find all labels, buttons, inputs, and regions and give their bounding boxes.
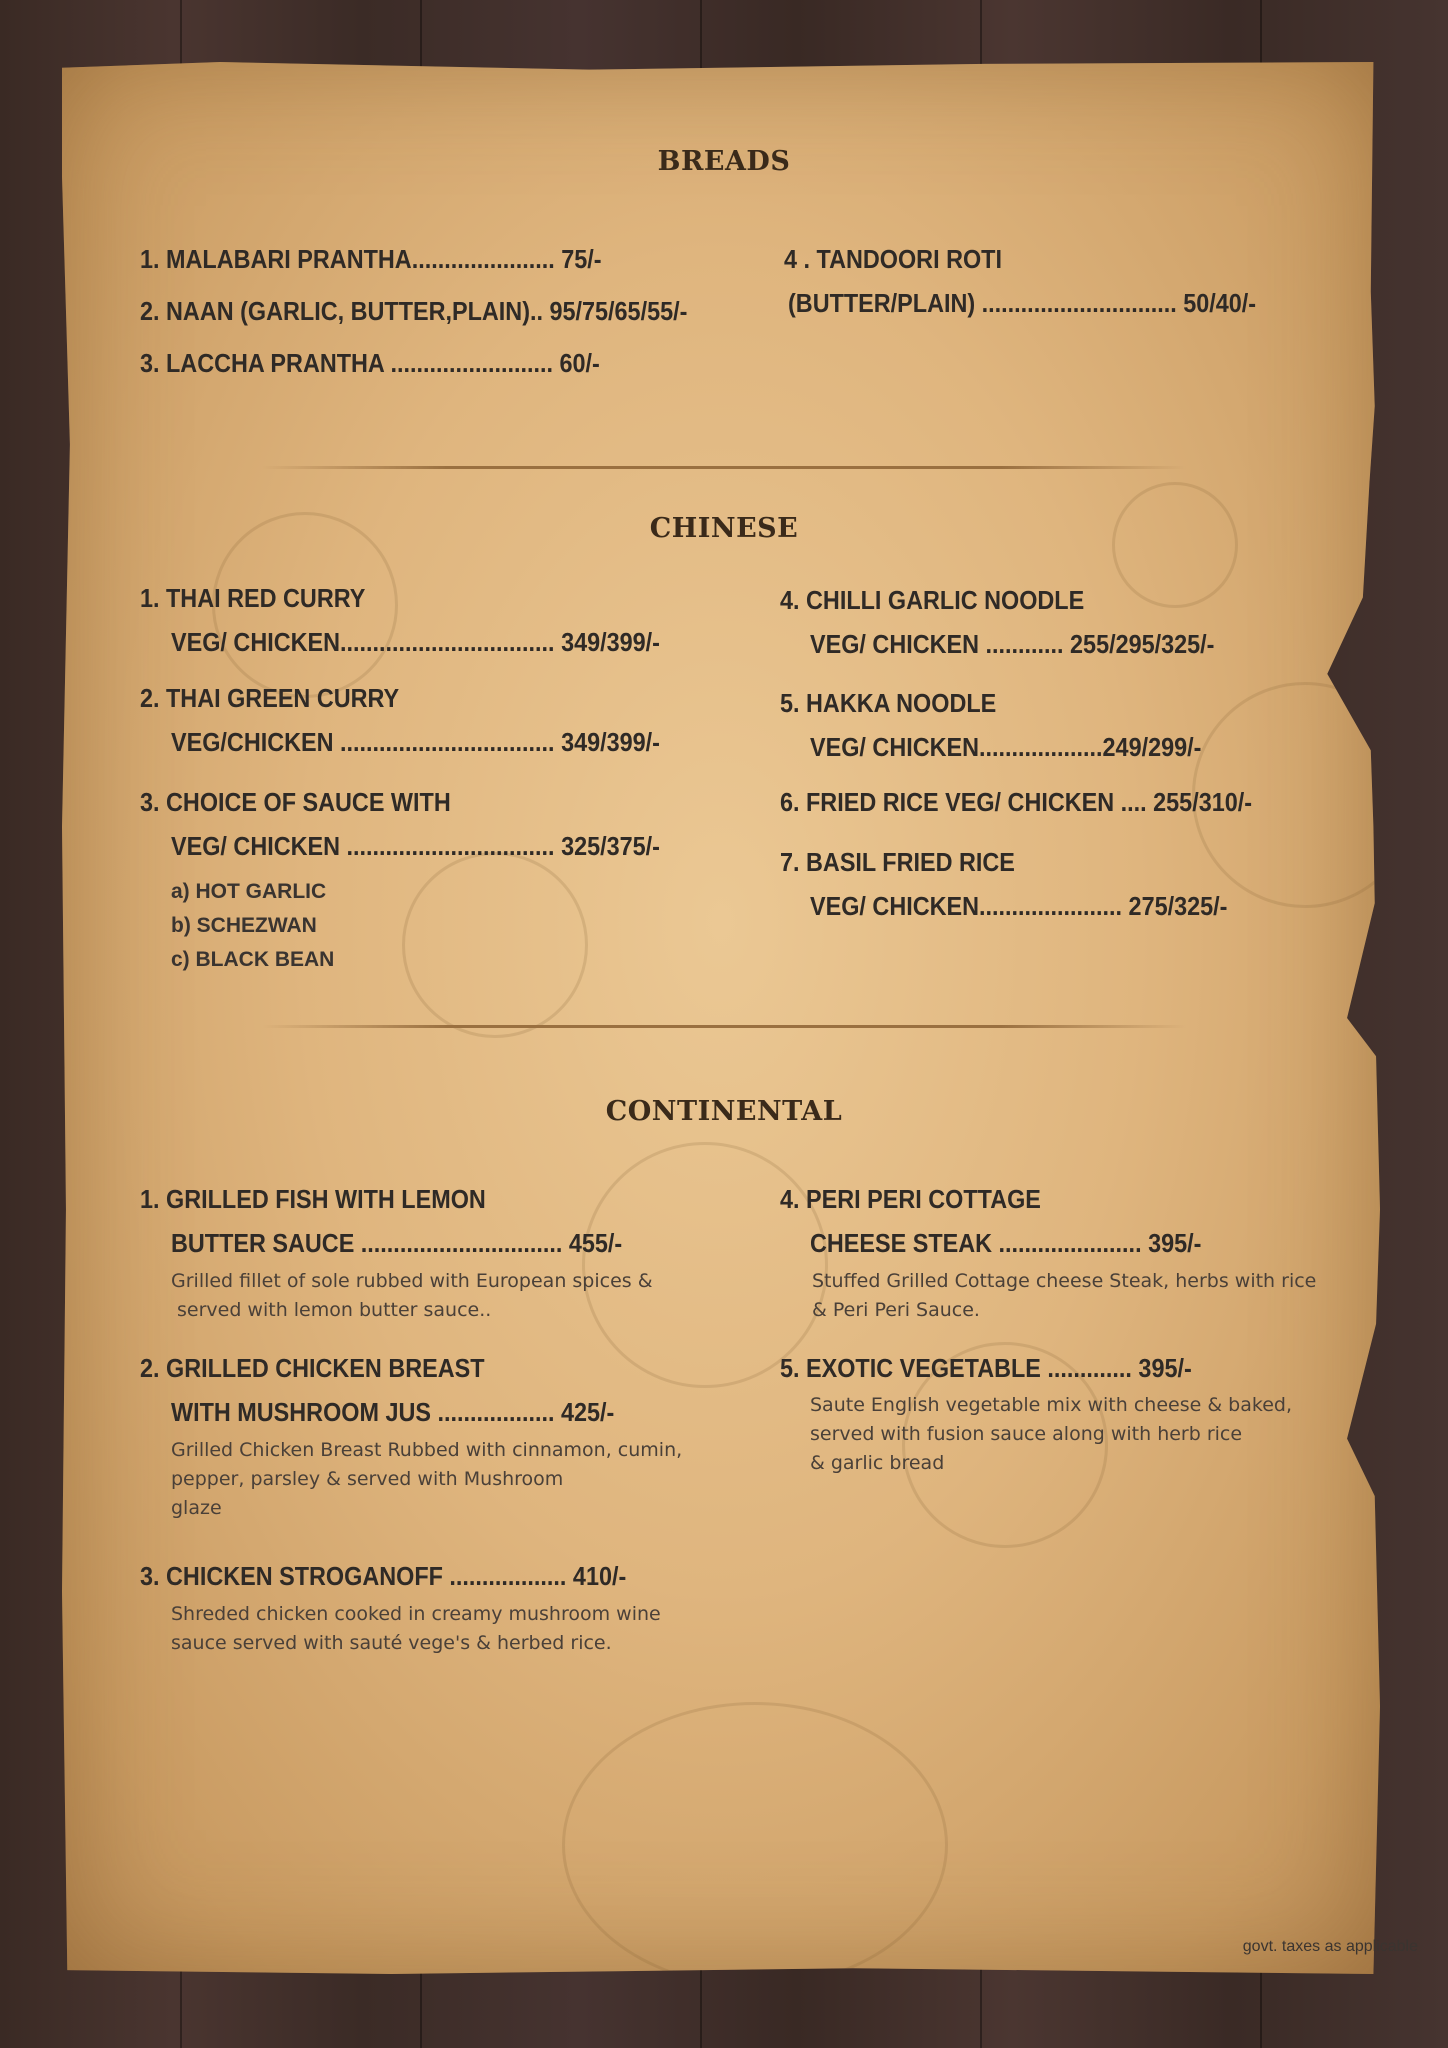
menu-item: 2. NAAN (GARLIC, BUTTER,PLAIN).. 95/75/65/55/- <box>140 296 688 326</box>
menu-item: 4 . TANDOORI ROTI <box>784 244 1002 274</box>
sauce-option: b) SCHEZWAN <box>171 914 317 937</box>
section-divider <box>262 1025 1186 1028</box>
item-description: Shreded chicken cooked in creamy mushroom wine sauce served with sauté vege's & herbed rice. <box>171 1603 661 1654</box>
menu-item: 6. FRIED RICE VEG/ CHICKEN .... 255/310/- <box>780 787 1253 817</box>
item-description: Grilled fillet of sole rubbed with European spices & served with lemon butter sauce.. <box>171 1270 653 1321</box>
section-title-chinese: CHINESE <box>649 513 799 544</box>
menu-item-price-line: VEG/ CHICKEN ............ 255/295/325/- <box>810 629 1215 659</box>
item-description: Grilled Chicken Breast Rubbed with cinnamon, cumin, pepper, parsley & served with Mushroom glaze <box>171 1439 683 1519</box>
tax-footnote: govt. taxes as applicable <box>1242 1938 1418 1955</box>
menu-item-price-line: WITH MUSHROOM JUS .................. 425/- <box>171 1397 615 1427</box>
menu-item: 5. EXOTIC VEGETABLE ............. 395/- <box>780 1353 1192 1383</box>
menu-item: 1. THAI RED CURRY <box>140 583 366 613</box>
menu-item-price-line: VEG/CHICKEN ................................. 349/399/- <box>171 727 660 757</box>
menu-item: 3. LACCHA PRANTHA ......................... 60/- <box>140 348 600 378</box>
menu-item: 7. BASIL FRIED RICE <box>780 847 1015 877</box>
section-divider <box>262 466 1186 469</box>
menu-item: 5. HAKKA NOODLE <box>780 688 997 718</box>
menu-item-price-line: VEG/ CHICKEN ................................ 325/375/- <box>171 831 660 861</box>
menu-item-price-line: CHEESE STEAK ...................... 395/- <box>810 1228 1202 1258</box>
menu-item: 2. THAI GREEN CURRY <box>140 683 400 713</box>
item-description: Saute English vegetable mix with cheese & baked, served with fusion sauce along with herb rice & garlic bread <box>810 1394 1293 1474</box>
menu-item-price-line: BUTTER SAUCE ............................... 455/- <box>171 1228 623 1258</box>
menu-item: 3. CHOICE OF SAUCE WITH <box>140 787 451 817</box>
menu-item: 4. PERI PERI COTTAGE <box>780 1184 1041 1214</box>
sauce-option: c) BLACK BEAN <box>171 948 335 971</box>
menu-item: 3. CHICKEN STROGANOFF .................. 410/- <box>140 1561 627 1591</box>
menu-item: 1. MALABARI PRANTHA...................... 75/- <box>140 244 602 274</box>
menu-item-price-line: VEG/ CHICKEN................................. 349/399/- <box>171 627 660 657</box>
item-description: Stuffed Grilled Cottage cheese Steak, herbs with rice & Peri Peri Sauce. <box>812 1270 1317 1321</box>
menu-item: 2. GRILLED CHICKEN BREAST <box>140 1353 485 1383</box>
menu-item-price-line: VEG/ CHICKEN...................... 275/325/- <box>810 891 1228 921</box>
sauce-option: a) HOT GARLIC <box>171 880 327 903</box>
menu-item: 1. GRILLED FISH WITH LEMON <box>140 1184 486 1214</box>
decorative-plate-illustration <box>582 1142 828 1388</box>
menu-item-price-line: VEG/ CHICKEN...................249/299/- <box>810 732 1202 762</box>
section-title-breads: BREADS <box>657 146 791 177</box>
section-title-continental: CONTINENTAL <box>605 1096 843 1127</box>
menu-item: 4. CHILLI GARLIC NOODLE <box>780 585 1085 615</box>
decorative-tomato-illustration <box>1112 482 1238 608</box>
menu-item-price-line: (BUTTER/PLAIN) .............................. 50/40/- <box>788 288 1257 318</box>
decorative-bowl-illustration <box>562 1702 948 1988</box>
decorative-plate-illustration <box>402 852 588 1038</box>
